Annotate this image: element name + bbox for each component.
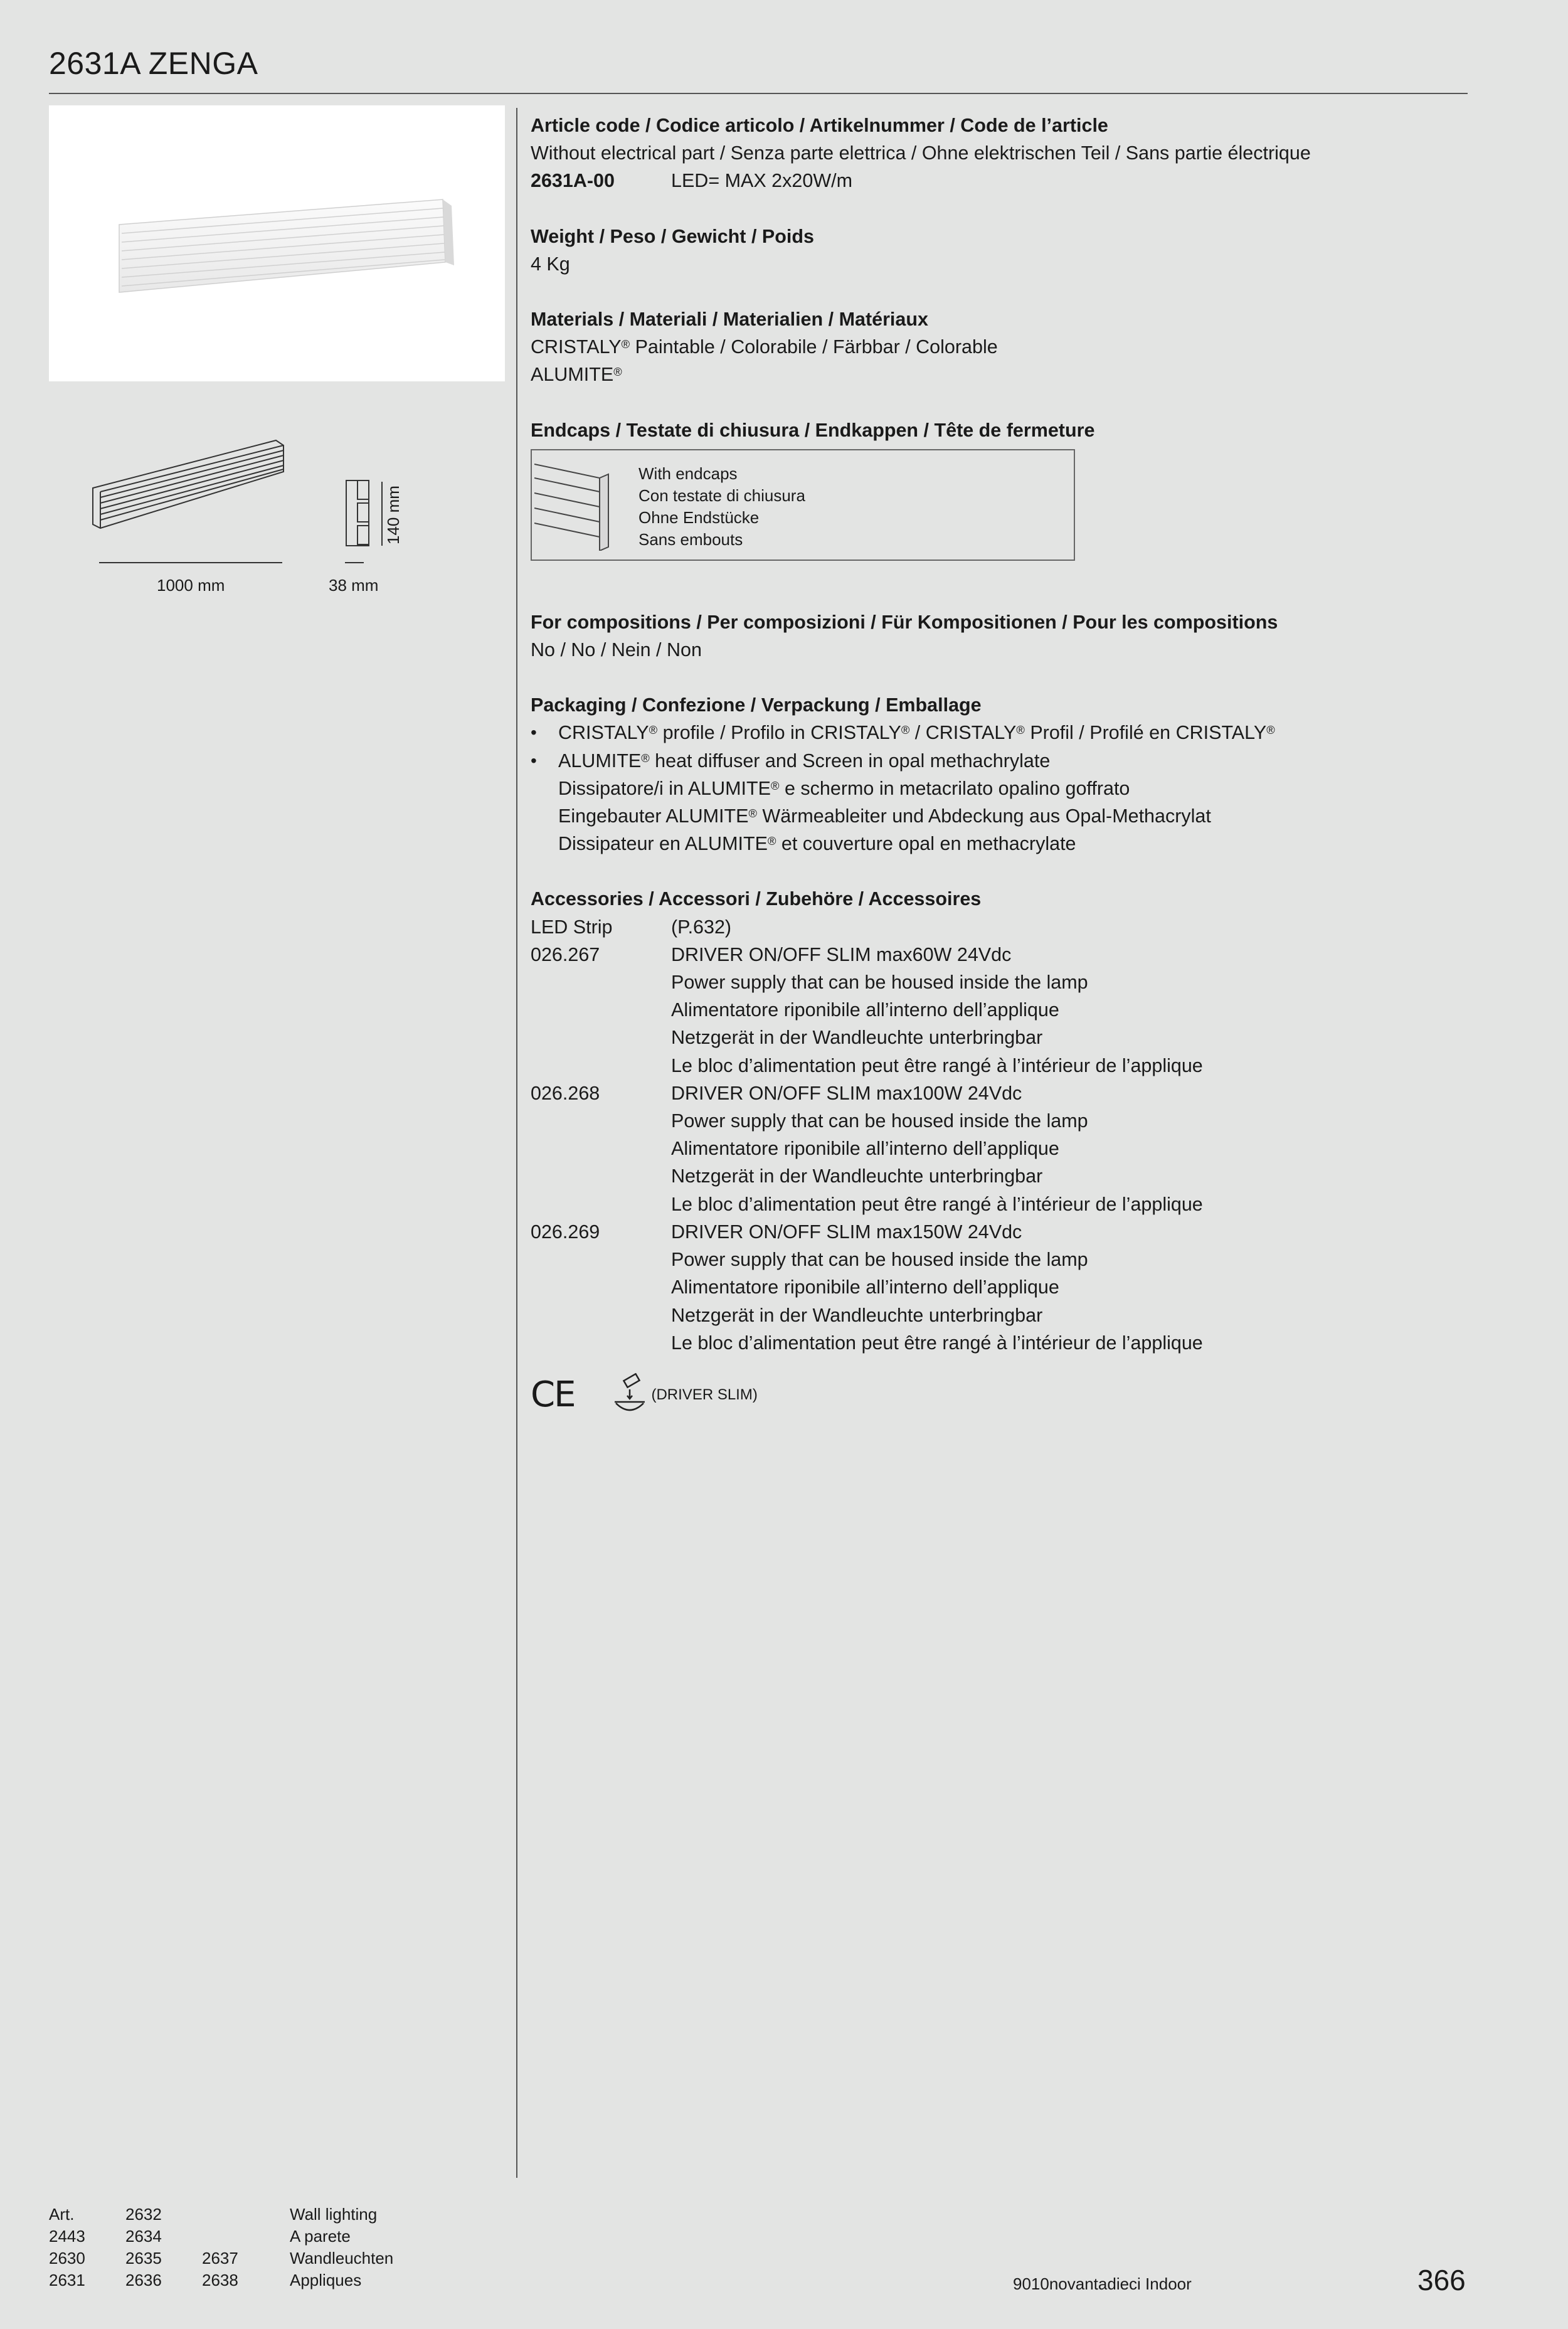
article-row <box>531 167 1471 194</box>
product-photo <box>49 105 505 381</box>
accessory-code: LED Strip <box>531 916 613 938</box>
registered-mark: ® <box>748 807 757 820</box>
spec-column <box>531 112 1471 1417</box>
accessory-code: 026.267 <box>531 943 600 965</box>
weight-value: 4 Kg <box>531 253 570 275</box>
certifications <box>531 1373 1471 1417</box>
technical-drawing-front <box>88 433 289 549</box>
length-label: 1000 mm <box>157 576 225 595</box>
registered-mark: ® <box>649 723 658 737</box>
accessory-code: 026.268 <box>531 1082 600 1104</box>
driver-note: (DRIVER SLIM) <box>651 1386 758 1403</box>
article-spec: LED= MAX 2x20W/m <box>671 170 852 192</box>
packaging-heading: Packaging / Confezione / Verpackung / Emballage <box>531 694 982 716</box>
accessory-desc: Le bloc d’alimentation peut être rangé à l’intérieur de l’applique <box>671 1054 1203 1076</box>
accessory-item <box>531 1218 1471 1357</box>
accessory-name: DRIVER ON/OFF SLIM max150W 24Vdc <box>671 1221 1022 1243</box>
footer-article-link[interactable]: 2635 <box>125 2249 162 2268</box>
packaging-text: e schermo in metacrilato opalino goffrato <box>779 777 1130 799</box>
footer-art-col3 <box>202 2247 238 2291</box>
accessory-desc: Alimentatore riponibile all’interno dell’applique <box>671 999 1059 1021</box>
endcaps-line: With endcaps <box>638 464 738 483</box>
accessory-desc: Power supply that can be housed inside the lamp <box>671 1110 1088 1132</box>
endcaps-heading: Endcaps / Testate di chiusura / Endkappen / Tête de fermeture <box>531 419 1095 441</box>
registered-mark: ® <box>613 365 622 379</box>
packaging-bullet-2 <box>531 747 1471 775</box>
bullet-icon: • <box>531 750 537 770</box>
materials-paint: Paintable / Colorabile / Färbbar / Colorable <box>635 336 998 358</box>
packaging-line-de <box>531 802 1471 830</box>
accessory-ref: (P.632) <box>671 916 732 938</box>
accessory-desc: Power supply that can be housed inside the lamp <box>671 1249 1088 1271</box>
driver-slim-icon <box>612 1373 647 1417</box>
page-title: 2631A ZENGA <box>49 46 258 81</box>
footer-art-label: Art. <box>49 2205 75 2224</box>
packaging-text: heat diffuser and Screen in opal methachrylate <box>649 750 1051 772</box>
depth-dimension-line <box>345 562 364 563</box>
ce-mark-icon: CE <box>531 1374 575 1415</box>
registered-mark: ® <box>767 834 776 848</box>
accessory-item <box>531 941 1471 1080</box>
endcaps-line: Sans embouts <box>638 529 743 549</box>
footer-article-link[interactable]: 2632 <box>125 2205 162 2224</box>
accessory-name: DRIVER ON/OFF SLIM max100W 24Vdc <box>671 1082 1022 1104</box>
footer-article-link[interactable]: 2443 <box>49 2227 85 2246</box>
materials-section <box>531 305 1471 389</box>
footer-article-link[interactable]: 2630 <box>49 2249 85 2268</box>
accessory-desc: Netzgerät in der Wandleuchte unterbringbar <box>671 1304 1043 1326</box>
registered-mark: ® <box>771 778 780 792</box>
compositions-section <box>531 608 1471 664</box>
packaging-text: CRISTALY <box>558 722 649 744</box>
article-subline: Without electrical part / Senza parte elettrica / Ohne elektrischen Teil / Sans partie électrique <box>531 142 1311 164</box>
footer-article-link[interactable]: 2636 <box>125 2271 162 2289</box>
packaging-line-fr <box>531 830 1471 857</box>
accessory-desc: Netzgerät in der Wandleuchte unterbringbar <box>671 1027 1043 1049</box>
footer-category: Wall lighting <box>290 2205 378 2224</box>
weight-heading: Weight / Peso / Gewicht / Poids <box>531 225 814 247</box>
accessory-desc: Alimentatore riponibile all’interno dell’applique <box>671 1138 1059 1160</box>
height-dimension-line <box>381 482 383 546</box>
packaging-text: profile / Profilo in CRISTALY <box>657 722 901 744</box>
endcaps-line: Ohne Endstücke <box>638 507 760 527</box>
packaging-text: ALUMITE <box>558 750 642 772</box>
accessory-desc: Alimentatore riponibile all’interno dell’applique <box>671 1276 1059 1298</box>
footer-category: Wandleuchten <box>290 2249 394 2268</box>
registered-mark: ® <box>901 723 910 737</box>
registered-mark: ® <box>1266 723 1275 737</box>
packaging-text: Profil / Profilé en CRISTALY <box>1024 722 1267 744</box>
length-dimension-line <box>99 562 282 563</box>
footer-art-col1 <box>49 2204 85 2291</box>
endcap-icon <box>534 459 616 551</box>
footer-category: Appliques <box>290 2271 362 2289</box>
weight-section <box>531 223 1471 278</box>
endcaps-box <box>531 449 1075 561</box>
registered-mark: ® <box>641 751 650 765</box>
packaging-bullet-1 <box>531 719 1471 746</box>
accessory-item <box>531 1080 1471 1218</box>
footer-article-link[interactable]: 2634 <box>125 2227 162 2246</box>
materials-heading: Materials / Materiali / Materialien / Matériaux <box>531 309 928 331</box>
accessories-heading: Accessories / Accessori / Zubehöre / Accessoires <box>531 888 982 910</box>
packaging-text: / CRISTALY <box>909 722 1017 744</box>
accessory-code: 026.269 <box>531 1221 600 1243</box>
footer-art-col2 <box>125 2204 162 2291</box>
footer-article-link[interactable]: 2637 <box>202 2249 238 2268</box>
brand-alumite: ALUMITE <box>531 364 614 386</box>
packaging-text: et couverture opal en methacrylate <box>776 833 1076 855</box>
packaging-text: Eingebauter ALUMITE <box>558 805 749 827</box>
endcaps-lines <box>638 463 805 551</box>
accessory-led-row <box>531 913 1471 941</box>
article-code: 2631A-00 <box>531 170 615 192</box>
footer-article-link[interactable]: 2631 <box>49 2271 85 2289</box>
accessory-desc: Power supply that can be housed inside the lamp <box>671 972 1088 994</box>
packaging-text: Dissipateur en ALUMITE <box>558 833 768 855</box>
column-divider <box>516 108 517 2178</box>
packaging-section <box>531 691 1471 857</box>
accessory-desc: Le bloc d’alimentation peut être rangé à l’intérieur de l’applique <box>671 1332 1203 1354</box>
accessory-desc: Netzgerät in der Wandleuchte unterbringbar <box>671 1165 1043 1187</box>
packaging-text: Dissipatore/i in ALUMITE <box>558 777 771 799</box>
accessory-name: DRIVER ON/OFF SLIM max60W 24Vdc <box>671 943 1012 965</box>
brand-cristaly: CRISTALY <box>531 336 622 358</box>
footer-categories <box>290 2204 393 2291</box>
endcaps-section <box>531 416 1471 561</box>
technical-drawing-side <box>344 478 375 551</box>
wall-lamp-render-icon <box>49 105 505 381</box>
bullet-icon: • <box>531 723 537 743</box>
registered-mark: ® <box>621 337 630 351</box>
materials-line-1 <box>531 333 1471 361</box>
height-label: 140 mm <box>384 485 403 544</box>
footer-brand: 9010novantadieci Indoor <box>1013 2274 1192 2293</box>
registered-mark: ® <box>1016 723 1025 737</box>
accessories-section <box>531 885 1471 1356</box>
accessory-desc: Le bloc d’alimentation peut être rangé à l’intérieur de l’applique <box>671 1193 1203 1215</box>
footer-article-link[interactable]: 2638 <box>202 2271 238 2289</box>
materials-line-2 <box>531 361 1471 388</box>
footer-category: A parete <box>290 2227 351 2246</box>
packaging-line-it <box>531 775 1471 802</box>
compositions-heading: For compositions / Per composizioni / Für Kompositionen / Pour les compositions <box>531 611 1278 633</box>
header-rule <box>49 93 1468 94</box>
compositions-value: No / No / Nein / Non <box>531 639 702 661</box>
page-number: 366 <box>1417 2264 1466 2296</box>
article-section <box>531 112 1471 195</box>
endcaps-line: Con testate di chiusura <box>638 485 805 505</box>
depth-label: 38 mm <box>329 576 379 595</box>
article-heading: Article code / Codice articolo / Artikelnummer / Code de l’article <box>531 115 1108 136</box>
packaging-text: Wärmeableiter und Abdeckung aus Opal-Methacrylat <box>756 805 1211 827</box>
